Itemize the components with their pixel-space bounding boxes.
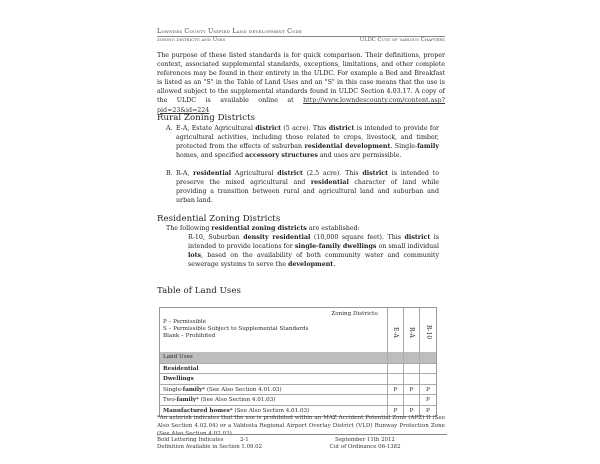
legend-prohibited: Blank – Prohibited: [163, 333, 216, 340]
column-header-ea: E-A: [388, 308, 404, 352]
table-body: [160, 352, 436, 416]
residential-intro: The following residential zoning districts are established:: [166, 225, 360, 232]
uldc-link[interactable]: http://www.lowndescounty.com/content.asp?pid=23&id=224: [157, 97, 445, 114]
document-title: Lowndes County Unified Land development Code: [157, 28, 445, 37]
cell-ea: [388, 364, 404, 374]
row-label: Two-family* (See Also Section 4.01.03): [160, 395, 388, 405]
footer-note-line1: Bold Lettering Indicates: [157, 437, 224, 443]
item-label: B.: [166, 170, 173, 177]
cell-ea: P: [388, 385, 404, 395]
row-label: Residential: [160, 364, 388, 374]
cell-ea: [388, 374, 404, 384]
table-footnote: *An asterisk indicates that the use is prohibited within an MAZ Accident Potential Zone (APZ) II (See Also Section 4.02.04) or a Valdosta Regional Airport Overlay District (VLD) Runway Protection Zone (See Also Section 4.02.03).: [157, 415, 445, 438]
residential-item-r10: R-10, Suburban density residential (10,000 square feet). This district is intended to provide locations for single-family dwellings on small individual lots, based on the availability of both community water and community sewerage systems to serve the development.: [188, 234, 439, 269]
residential-heading: Residential Zoning Districts: [157, 214, 281, 224]
footer-ordinance: Cut of Ordinance 06-1382: [329, 444, 401, 451]
land-uses-table: [159, 307, 437, 417]
zoning-districts-label: Zoning Districts:: [331, 311, 379, 317]
legend-permissible: P – Permissible: [163, 319, 206, 325]
cell-r10: [420, 374, 436, 384]
cell-ea: P: [388, 406, 404, 416]
document-subheader: [157, 37, 445, 43]
row-label: Single-family* (See Also Section 4.01.03): [160, 385, 388, 395]
table-row: [160, 352, 436, 363]
rural-item-a: [166, 124, 439, 160]
row-label: Manufactured homes* (See Also Section 4.01.03): [160, 406, 388, 416]
cell-ra: [404, 374, 420, 384]
cell-ea: [388, 352, 404, 363]
cell-r10: [420, 364, 436, 374]
intro-paragraph: [157, 51, 445, 115]
table-row: [160, 373, 436, 384]
table-header-row: [160, 308, 436, 352]
legend: [163, 319, 309, 341]
rural-item-b: [166, 169, 439, 205]
rural-heading: Rural Zoning Districts: [157, 113, 256, 123]
footer-divider: [157, 434, 447, 435]
table-row: [160, 384, 436, 395]
legend-supplemental: S – Permissible Subject to Supplemental Standards: [163, 326, 309, 333]
cell-ra: [404, 364, 420, 374]
column-header-ra: R-A: [404, 308, 420, 352]
cell-r10: P: [426, 386, 430, 393]
cell-r10: P: [426, 397, 430, 404]
table-heading: Table of Land Uses: [157, 286, 241, 296]
cell-r10: P: [426, 407, 430, 414]
cell-r10: [420, 352, 436, 363]
cell-ra: P: [404, 406, 420, 416]
table-row: [160, 363, 436, 374]
item-text: E-A, Estate Agricultural district (5 acre). This district is intended to provide for agricultural activities, including those related to crops, livestock, and timber, protected from the effects of suburban residential development. Single-family homes, and specified accessory structures and uses are permissible.: [176, 125, 439, 160]
cell-ra: [404, 395, 420, 405]
legend-cell: [160, 308, 388, 352]
chapter-label: ULDC Cuts of various Chapters: [359, 37, 445, 43]
item-label: A.: [166, 125, 173, 132]
row-label: Land Uses: [160, 352, 388, 363]
footer-note-line2: Definition Available in Section 1.09.02: [157, 444, 263, 451]
item-text: R-A, residential Agricultural district (2.5 acre). This district is intended to preserve the mixed agricultural and residential character of land while providing a transition between rural and agricultural land and suburban and urban land.: [176, 170, 439, 205]
row-label: Dwellings: [160, 374, 388, 384]
column-header-r10: R-10: [425, 324, 432, 340]
document-page: [157, 0, 447, 464]
cell-ra: [404, 352, 420, 363]
table-row: [160, 394, 436, 405]
intro-text: The purpose of these listed standards is for quick comparison. Their definitions, proper context, associated supplemental standards, exceptions, limitations, and other complete references may be found in their entirety in the ULDC. For example a Bed and Breakfast is listed as an "S" in the Table of Land Uses and an "S" in this case means that the use is allowed subject to the supplemental standards found in ULDC Section 4.03.17. A copy of the ULDC is available online at: [157, 52, 445, 105]
footer-date: September 11th 2012: [335, 437, 395, 443]
page-number: 2-1: [240, 437, 249, 443]
section-label: zoning districts and Uses: [157, 37, 226, 43]
cell-ra: P: [404, 385, 420, 395]
footer-date-block: [325, 437, 405, 451]
cell-ea: [388, 395, 404, 405]
